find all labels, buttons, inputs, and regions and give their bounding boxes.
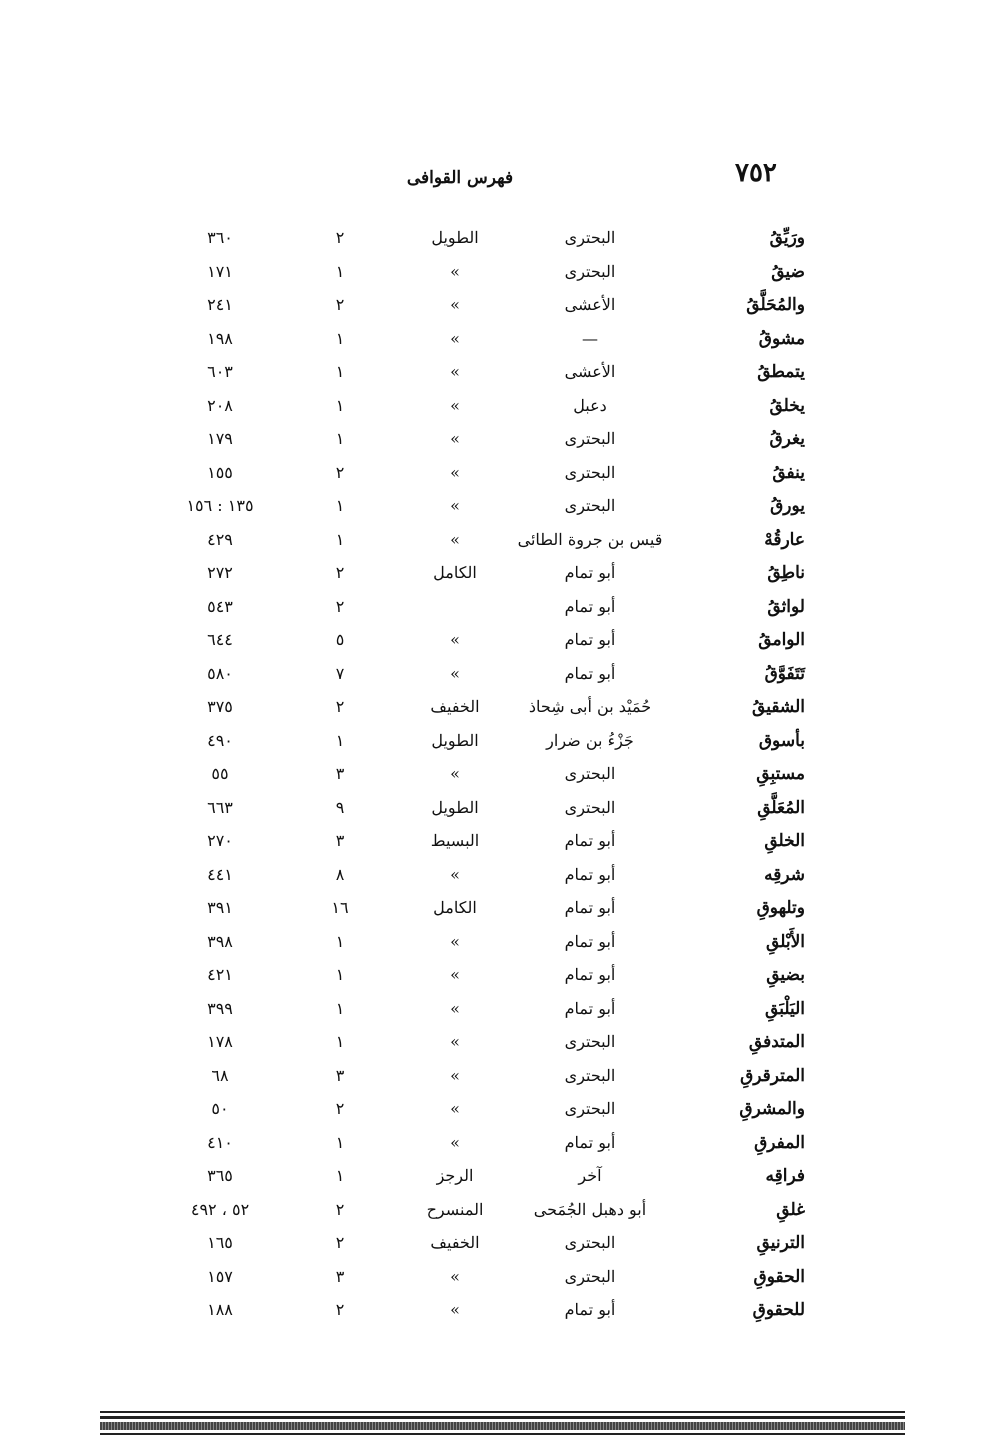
meter-cell: »: [450, 462, 460, 482]
meter-cell: الرجز: [436, 1166, 474, 1185]
table-row: [140, 1229, 815, 1263]
meter-cell: »: [450, 529, 460, 549]
page-reference-cell: ١٧٨: [207, 1032, 233, 1051]
table-row: [140, 928, 815, 962]
verse-count-cell: ٢: [335, 1233, 345, 1252]
verse-count-cell: ٣: [335, 1065, 345, 1085]
poet-cell: أبو تمام: [564, 965, 616, 984]
poet-cell: الأعشى: [564, 362, 616, 381]
rhyme-cell: مشوقُ: [758, 328, 805, 349]
rhyme-cell: ضيقُ: [771, 261, 805, 282]
poet-cell: —: [582, 328, 598, 348]
rhyme-cell: الحقوقِ: [753, 1266, 805, 1287]
page-reference-cell: ٦٨: [211, 1065, 229, 1085]
rhyme-cell: تَتَفَوَّقُ: [764, 663, 805, 684]
rhyme-cell: بضيقِ: [766, 965, 805, 985]
table-row: [140, 1028, 815, 1062]
rhyme-cell: اليَلْبَقِ: [765, 998, 805, 1019]
meter-cell: »: [450, 1132, 460, 1152]
poet-cell: البحترى: [564, 429, 616, 448]
page-reference-cell: ٤٢٩: [207, 529, 233, 549]
rhyme-cell: يغرقُ: [769, 429, 805, 449]
table-row: [140, 1162, 815, 1196]
page-reference-cell: ١٩٨: [207, 328, 233, 348]
poet-cell: البحترى: [564, 764, 616, 783]
running-title: فهرس القوافى: [406, 168, 514, 188]
table-row: [140, 827, 815, 861]
page-reference-cell: ١٨٨: [207, 1300, 233, 1319]
poet-cell: أبو تمام: [564, 630, 616, 649]
meter-cell: »: [450, 630, 460, 649]
meter-cell: »: [450, 429, 460, 448]
verse-count-cell: ١: [335, 496, 345, 515]
poet-cell: الأعشى: [564, 295, 616, 314]
verse-count-cell: ١: [335, 529, 345, 549]
page-reference-cell: ٦٠٣: [207, 362, 233, 381]
poet-cell: أبو تمام: [564, 1132, 616, 1152]
table-row: [140, 1296, 815, 1330]
table-row: [140, 492, 815, 526]
page-reference-cell: ٣٦٥: [207, 1166, 233, 1185]
verse-count-cell: ١: [335, 1032, 345, 1051]
rhyme-cell: يتمطقُ: [757, 362, 805, 382]
rhyme-cell: ورَيِّقُ: [769, 228, 805, 248]
rhyme-cell: والمُحَلَّقُ: [746, 295, 805, 315]
poet-cell: البحترى: [564, 1099, 616, 1118]
rhyme-cell: الوامقُ: [758, 630, 805, 650]
rhyme-cell: ناطِقُ: [767, 563, 805, 583]
rhyme-cell: الخلقِ: [764, 831, 805, 851]
verse-count-cell: ٢: [335, 596, 345, 616]
verse-count-cell: ٢: [335, 1199, 345, 1219]
meter-cell: »: [450, 931, 460, 951]
verse-count-cell: ٢: [335, 697, 345, 716]
poet-cell: البحترى: [564, 261, 616, 281]
page-reference-cell: ٥٤٣: [207, 596, 233, 616]
page-reference-cell: ٦٤٤: [207, 630, 233, 649]
verse-count-cell: ٢: [335, 295, 345, 314]
table-row: [140, 1095, 815, 1129]
table-row: [140, 392, 815, 426]
poet-cell: البحترى: [564, 496, 616, 515]
page-reference-cell: ٢٤١: [207, 295, 233, 314]
meter-cell: »: [450, 663, 460, 683]
verse-count-cell: ١: [335, 1132, 345, 1152]
page-reference-cell: ١٥٧: [207, 1266, 233, 1286]
rhyme-cell: المفرقِ: [754, 1132, 805, 1153]
table-row: [140, 559, 815, 593]
table-row: [140, 593, 815, 627]
verse-count-cell: ١: [335, 328, 345, 348]
rhyme-cell: مستبِقِ: [756, 764, 805, 784]
poet-cell: البحترى: [564, 1233, 616, 1252]
rhyme-cell: المترقرقِ: [740, 1065, 805, 1086]
rhyme-cell: لواثقُ: [767, 596, 805, 617]
rhyme-cell: الأَبْلقِ: [766, 931, 805, 952]
page-reference-cell: ٥٢ ، ٤٩٢: [190, 1199, 250, 1219]
page-number: ٧٥٢: [735, 158, 777, 188]
rhyme-cell: غلقِ: [776, 1199, 805, 1220]
meter-cell: »: [450, 864, 460, 884]
meter-cell: المنسرح: [426, 1199, 484, 1219]
verse-count-cell: ١: [335, 395, 345, 415]
rhyme-cell: شرقِه: [764, 864, 805, 885]
rhyme-cell: والمشرقِ: [739, 1099, 805, 1119]
table-row: [140, 459, 815, 493]
table-row: [140, 794, 815, 828]
table-row: [140, 258, 815, 292]
table-row: [140, 1196, 815, 1230]
page-reference-cell: ٢٧٢: [207, 563, 233, 582]
table-row: [140, 660, 815, 694]
poet-cell: أبو تمام: [564, 998, 616, 1018]
poet-cell: أبو دهبل الجُمَحى: [533, 1199, 647, 1219]
table-row: [140, 727, 815, 761]
meter-cell: »: [450, 261, 460, 281]
page-reference-cell: ٤٩٠: [207, 730, 233, 750]
table-row: [140, 861, 815, 895]
table-row: [140, 961, 815, 995]
poet-cell: أبو تمام: [564, 931, 616, 951]
poet-cell: أبو تمام: [564, 1300, 616, 1319]
verse-count-cell: ٣: [335, 764, 345, 783]
footer-rule: [100, 1433, 905, 1435]
page-reference-cell: ٥٠: [211, 1099, 229, 1118]
table-row: [140, 1062, 815, 1096]
table-row: [140, 224, 815, 258]
rhyme-cell: المتدفقِ: [748, 1032, 805, 1052]
table-row: [140, 1263, 815, 1297]
table-row: [140, 358, 815, 392]
meter-cell: الخفيف: [430, 697, 480, 716]
meter-cell: الكامل: [433, 898, 477, 917]
table-row: [140, 894, 815, 928]
table-row: [140, 626, 815, 660]
page-reference-cell: ٤٢١: [207, 965, 233, 984]
verse-count-cell: ٣: [335, 831, 345, 850]
page-reference-cell: ١٧١: [207, 261, 233, 281]
verse-count-cell: ١: [335, 965, 345, 984]
page-reference-cell: ٤١٠: [207, 1132, 233, 1152]
page-reference-cell: ٤٤١: [207, 864, 233, 884]
meter-cell: »: [450, 1032, 460, 1051]
verse-count-cell: ١: [335, 1166, 345, 1185]
page-reference-cell: ٣٦٠: [207, 228, 233, 247]
rhyme-cell: للحقوقِ: [752, 1300, 805, 1320]
poet-cell: البحترى: [564, 1266, 616, 1286]
poet-cell: البحترى: [564, 1065, 616, 1085]
rhyme-cell: الشقيقُ: [752, 697, 805, 717]
meter-cell: »: [450, 395, 460, 415]
poet-cell: آخر: [578, 1166, 602, 1185]
verse-count-cell: ١: [335, 730, 345, 750]
rhyme-cell: يورقُ: [770, 496, 805, 516]
rhyme-cell: عارقُهْ: [764, 529, 805, 550]
meter-cell: »: [450, 764, 460, 783]
meter-cell: »: [450, 1065, 460, 1085]
footer-rule: [100, 1416, 905, 1419]
rhyme-cell: ينفقُ: [772, 462, 805, 483]
meter-cell: »: [450, 965, 460, 984]
meter-cell: »: [450, 1266, 460, 1286]
page-reference-cell: ٣٧٥: [207, 697, 233, 716]
page-reference-cell: ١٦٥: [207, 1233, 233, 1252]
footer-rule-hatched: [100, 1422, 905, 1430]
page-reference-cell: ٣٩٩: [207, 998, 233, 1018]
rhyme-cell: فراقِه: [765, 1166, 805, 1186]
table-row: [140, 291, 815, 325]
rhyme-cell: يخلقُ: [769, 395, 805, 416]
poet-cell: أبو تمام: [564, 864, 616, 884]
verse-count-cell: ٢: [335, 1099, 345, 1118]
table-row: [140, 526, 815, 560]
table-row: [140, 425, 815, 459]
table-row: [140, 693, 815, 727]
rhyme-cell: الترنيقِ: [756, 1233, 805, 1253]
rhyme-cell: وتلهوقِ: [756, 898, 805, 918]
verse-count-cell: ١: [335, 261, 345, 281]
poet-cell: دعبل: [573, 395, 607, 415]
poet-cell: البحترى: [564, 1032, 616, 1051]
page-reference-cell: ١٥٥: [207, 462, 233, 482]
meter-cell: الطويل: [431, 730, 479, 750]
rhyme-cell: بأسوق: [758, 730, 805, 751]
meter-cell: »: [450, 362, 460, 381]
meter-cell: »: [450, 1099, 460, 1118]
table-row: [140, 760, 815, 794]
poet-cell: البحترى: [564, 797, 616, 817]
meter-cell: الطويل: [431, 228, 479, 247]
verse-count-cell: ٢: [335, 228, 345, 247]
verse-count-cell: ٢: [335, 462, 345, 482]
meter-cell: الكامل: [433, 563, 477, 582]
verse-count-cell: ٥: [335, 630, 345, 649]
meter-cell: »: [450, 1300, 460, 1319]
meter-cell: البسيط: [430, 831, 480, 850]
rhyme-index-table: [140, 224, 815, 1330]
verse-count-cell: ٧: [335, 663, 345, 683]
poet-cell: حُمَيْد بن أبى شِحاذ: [528, 697, 652, 716]
footer-rule: [100, 1411, 905, 1413]
meter-cell: »: [450, 295, 460, 314]
verse-count-cell: ٢: [335, 563, 345, 582]
verse-count-cell: ١: [335, 931, 345, 951]
meter-cell: »: [450, 496, 460, 515]
poet-cell: أبو تمام: [564, 596, 616, 616]
page-reference-cell: ٥٨٠: [207, 663, 233, 683]
page-reference-cell: ٣٩١: [207, 898, 233, 917]
poet-cell: جَزْءُ بن ضرار: [546, 730, 634, 750]
verse-count-cell: ٨: [335, 864, 345, 884]
poet-cell: البحترى: [564, 462, 616, 482]
page-reference-cell: ١٧٩: [207, 429, 233, 448]
table-row: [140, 1129, 815, 1163]
verse-count-cell: ٩: [335, 797, 345, 817]
meter-cell: »: [450, 998, 460, 1018]
page-reference-cell: ٢٠٨: [207, 395, 233, 415]
meter-cell: الخفيف: [430, 1233, 480, 1252]
poet-cell: أبو تمام: [564, 663, 616, 683]
verse-count-cell: ١: [335, 429, 345, 448]
page-reference-cell: ٢٧٠: [207, 831, 233, 850]
table-row: [140, 325, 815, 359]
page-reference-cell: ٣٩٨: [207, 931, 233, 951]
verse-count-cell: ٣: [335, 1266, 345, 1286]
poet-cell: أبو تمام: [564, 563, 616, 582]
rhyme-cell: المُعَلَّقِ: [757, 797, 805, 818]
page-reference-cell: ١٣٥ : ١٥٦: [186, 496, 254, 515]
page-reference-cell: ٥٥: [211, 764, 229, 783]
poet-cell: البحترى: [564, 228, 616, 247]
meter-cell: الطويل: [431, 797, 479, 817]
poet-cell: أبو تمام: [564, 898, 616, 917]
poet-cell: أبو تمام: [564, 831, 616, 850]
verse-count-cell: ١: [335, 362, 345, 381]
table-row: [140, 995, 815, 1029]
meter-cell: »: [450, 328, 460, 348]
verse-count-cell: ١٦: [331, 898, 349, 917]
verse-count-cell: ١: [335, 998, 345, 1018]
verse-count-cell: ٢: [335, 1300, 345, 1319]
poet-cell: قيس بن جروة الطائى: [517, 529, 663, 549]
page-reference-cell: ٦٦٣: [207, 797, 233, 817]
